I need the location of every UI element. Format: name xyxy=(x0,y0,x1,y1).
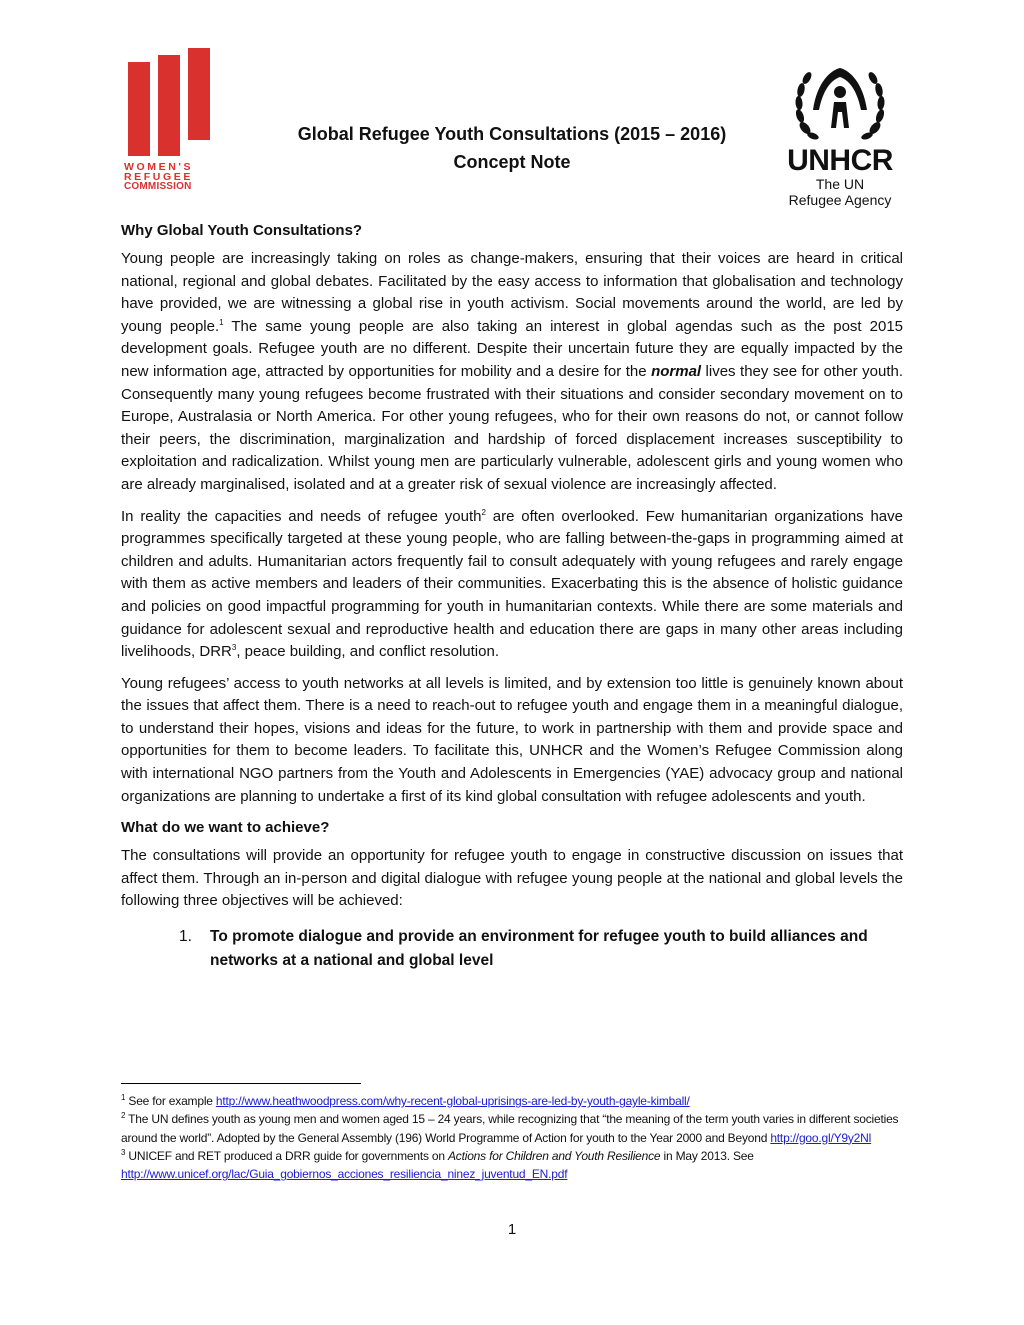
footnote-link[interactable]: http://www.unicef.org/lac/Guia_gobiernos_acciones_resiliencia_ninez_juventud_EN.pdf xyxy=(121,1167,568,1182)
paragraph xyxy=(121,248,903,497)
page-number: 1 xyxy=(507,1221,517,1238)
footnote-text: See for example xyxy=(125,1094,216,1108)
paragraph xyxy=(121,506,903,664)
unhcr-logo xyxy=(778,64,902,214)
unhcr-tagline-1: The UN xyxy=(815,176,865,192)
paragraph: The consultations will provide an opportunity for refugee youth to engage in constructive discussion on issues that affect them. Through an in-person and digital dialogue with refugee young people at the national and global levels the following three objectives will be achieved: xyxy=(121,847,903,910)
wrc-bars-icon xyxy=(126,48,214,156)
wrc-line-3: COMMISSION xyxy=(124,181,192,192)
unhcr-tagline-2: Refugee Agency xyxy=(788,192,892,208)
footnote-2 xyxy=(121,1110,903,1147)
objectives-list xyxy=(121,925,903,973)
paragraph-text: , peace building, and conflict resolution. xyxy=(236,643,499,661)
unhcr-emblem-icon xyxy=(791,64,889,146)
objective-item xyxy=(121,925,903,973)
wrc-line-2: REFUGEE xyxy=(124,171,193,183)
document-title: Global Refugee Youth Consultations (2015 – 2016) xyxy=(297,124,727,144)
paragraph-text: are often overlooked. Few humanitarian organizations have programmes specifically targeted at these young people, who are falling between-the-gaps in programming aimed at children and adults. Humanitarian actors frequently fail to consult adequately with young refugees and rarely engage with them as active members and leaders of their communities. Exacerbating this is the absence of holistic guidance and policies on good impactful programming for youth in humanitarian contexts. While there are some materials and guidance for adolescent sexual and reproductive health and education there are gaps in many other areas including livelihoods, DRR xyxy=(121,507,903,661)
paragraph: Young refugees’ access to youth networks at all levels is limited, and by extension too little is genuinely known about the issues that affect them. There is a need to reach-out to refugee youth and engage them in a meaningful dialogue, to understand their hopes, visions and ideas for the future, to work in partnership with them and provide space and opportunities for them to become leaders. To facilitate this, UNHCR and the Women’s Refugee Commission along with international NGO partners from the Youth and Adolescents in Emergencies (YAE) advocacy group and national organizations are planning to undertake a first of its kind global consultation with refugee adolescents and youth. xyxy=(121,674,903,805)
footnote-divider xyxy=(121,1083,361,1084)
document-subtitle: Concept Note xyxy=(453,152,571,172)
footnote-3 xyxy=(121,1147,903,1184)
footnote-ref[interactable]: 1 xyxy=(219,317,224,327)
paragraph-text: Young people are increasingly taking on roles as change-makers, ensuring that their voices are heard in critical national, regional and global debates. Facilitated by the easy access to information that globalisation and technology have provided, we are witnessing a global rise in youth activism. Social movements around the world, are led by young people. xyxy=(121,250,903,335)
footnote-ref[interactable]: 2 xyxy=(481,507,486,517)
wrc-logo xyxy=(124,48,216,198)
footnote-ref[interactable]: 3 xyxy=(231,643,237,653)
unhcr-name: UNHCR xyxy=(787,144,893,177)
footnote-link[interactable]: http://www.heathwoodpress.com/why-recent-global-uprisings-are-led-by-youth-gayle-kimball/ xyxy=(215,1094,690,1108)
footnote-link[interactable]: http://goo.gl/Y9y2Nl xyxy=(770,1130,872,1145)
section-heading-why: Why Global Youth Consultations? xyxy=(121,222,363,239)
footnote-number: 2 xyxy=(121,1111,126,1121)
footnote-text: in May 2013. See xyxy=(660,1148,754,1163)
emphasis-text: normal xyxy=(651,362,702,380)
paragraph-text: lives they see for other youth. Consequently many young refugees become frustrated with their situations and consider secondary movement on to Europe, Australasia or North America. For other young refugees, who for their own reasons do not, or cannot follow their peers, the discrimination, marginalization and hardship of forced displacement increases susceptibility to exploitation and radicalization. Whilst young men are particularly vulnerable, adolescent girls and young women who are already marginalised, isolated and at a greater risk of sexual violence are increasingly affected. xyxy=(121,362,903,493)
footnotes xyxy=(121,1092,903,1183)
footnote-number: 3 xyxy=(121,1147,126,1157)
document-title-block xyxy=(262,120,762,176)
wrc-line-1: WOMEN'S xyxy=(124,161,194,173)
paragraph-text: In reality the capacities and needs of refugee youth xyxy=(121,507,482,525)
footnote-emphasis: Actions for Children and Youth Resilience xyxy=(448,1148,661,1163)
objective-number: 1. xyxy=(179,928,192,946)
footnote-number: 1 xyxy=(121,1093,126,1102)
wrc-logo-text xyxy=(124,162,216,192)
footnote-text: The UN defines youth as young men and women aged 15 – 24 years, while recognizing that “the meaning of the term youth varies in different societies around the world”. Adopted by the General Assembly (196) World Programme of Action for youth to the Year 2000 and Beyond xyxy=(121,1112,899,1145)
document-body xyxy=(121,220,903,973)
footnote-text: UNICEF and RET produced a DRR guide for governments on xyxy=(125,1148,448,1163)
paragraph-text: The same young people are also taking an interest in global agendas such as the post 2015 development goals. Refugee youth are no different. Despite their uncertain future they are equally impacted by the new information age, attracted by opportunities for mobility and a desire for the xyxy=(121,317,904,380)
footnote-1 xyxy=(121,1092,903,1110)
section-heading-achieve: What do we want to achieve? xyxy=(121,819,330,837)
objective-text: To promote dialogue and provide an environment for refugee youth to build alliances and networks at a national and global level xyxy=(210,928,868,970)
